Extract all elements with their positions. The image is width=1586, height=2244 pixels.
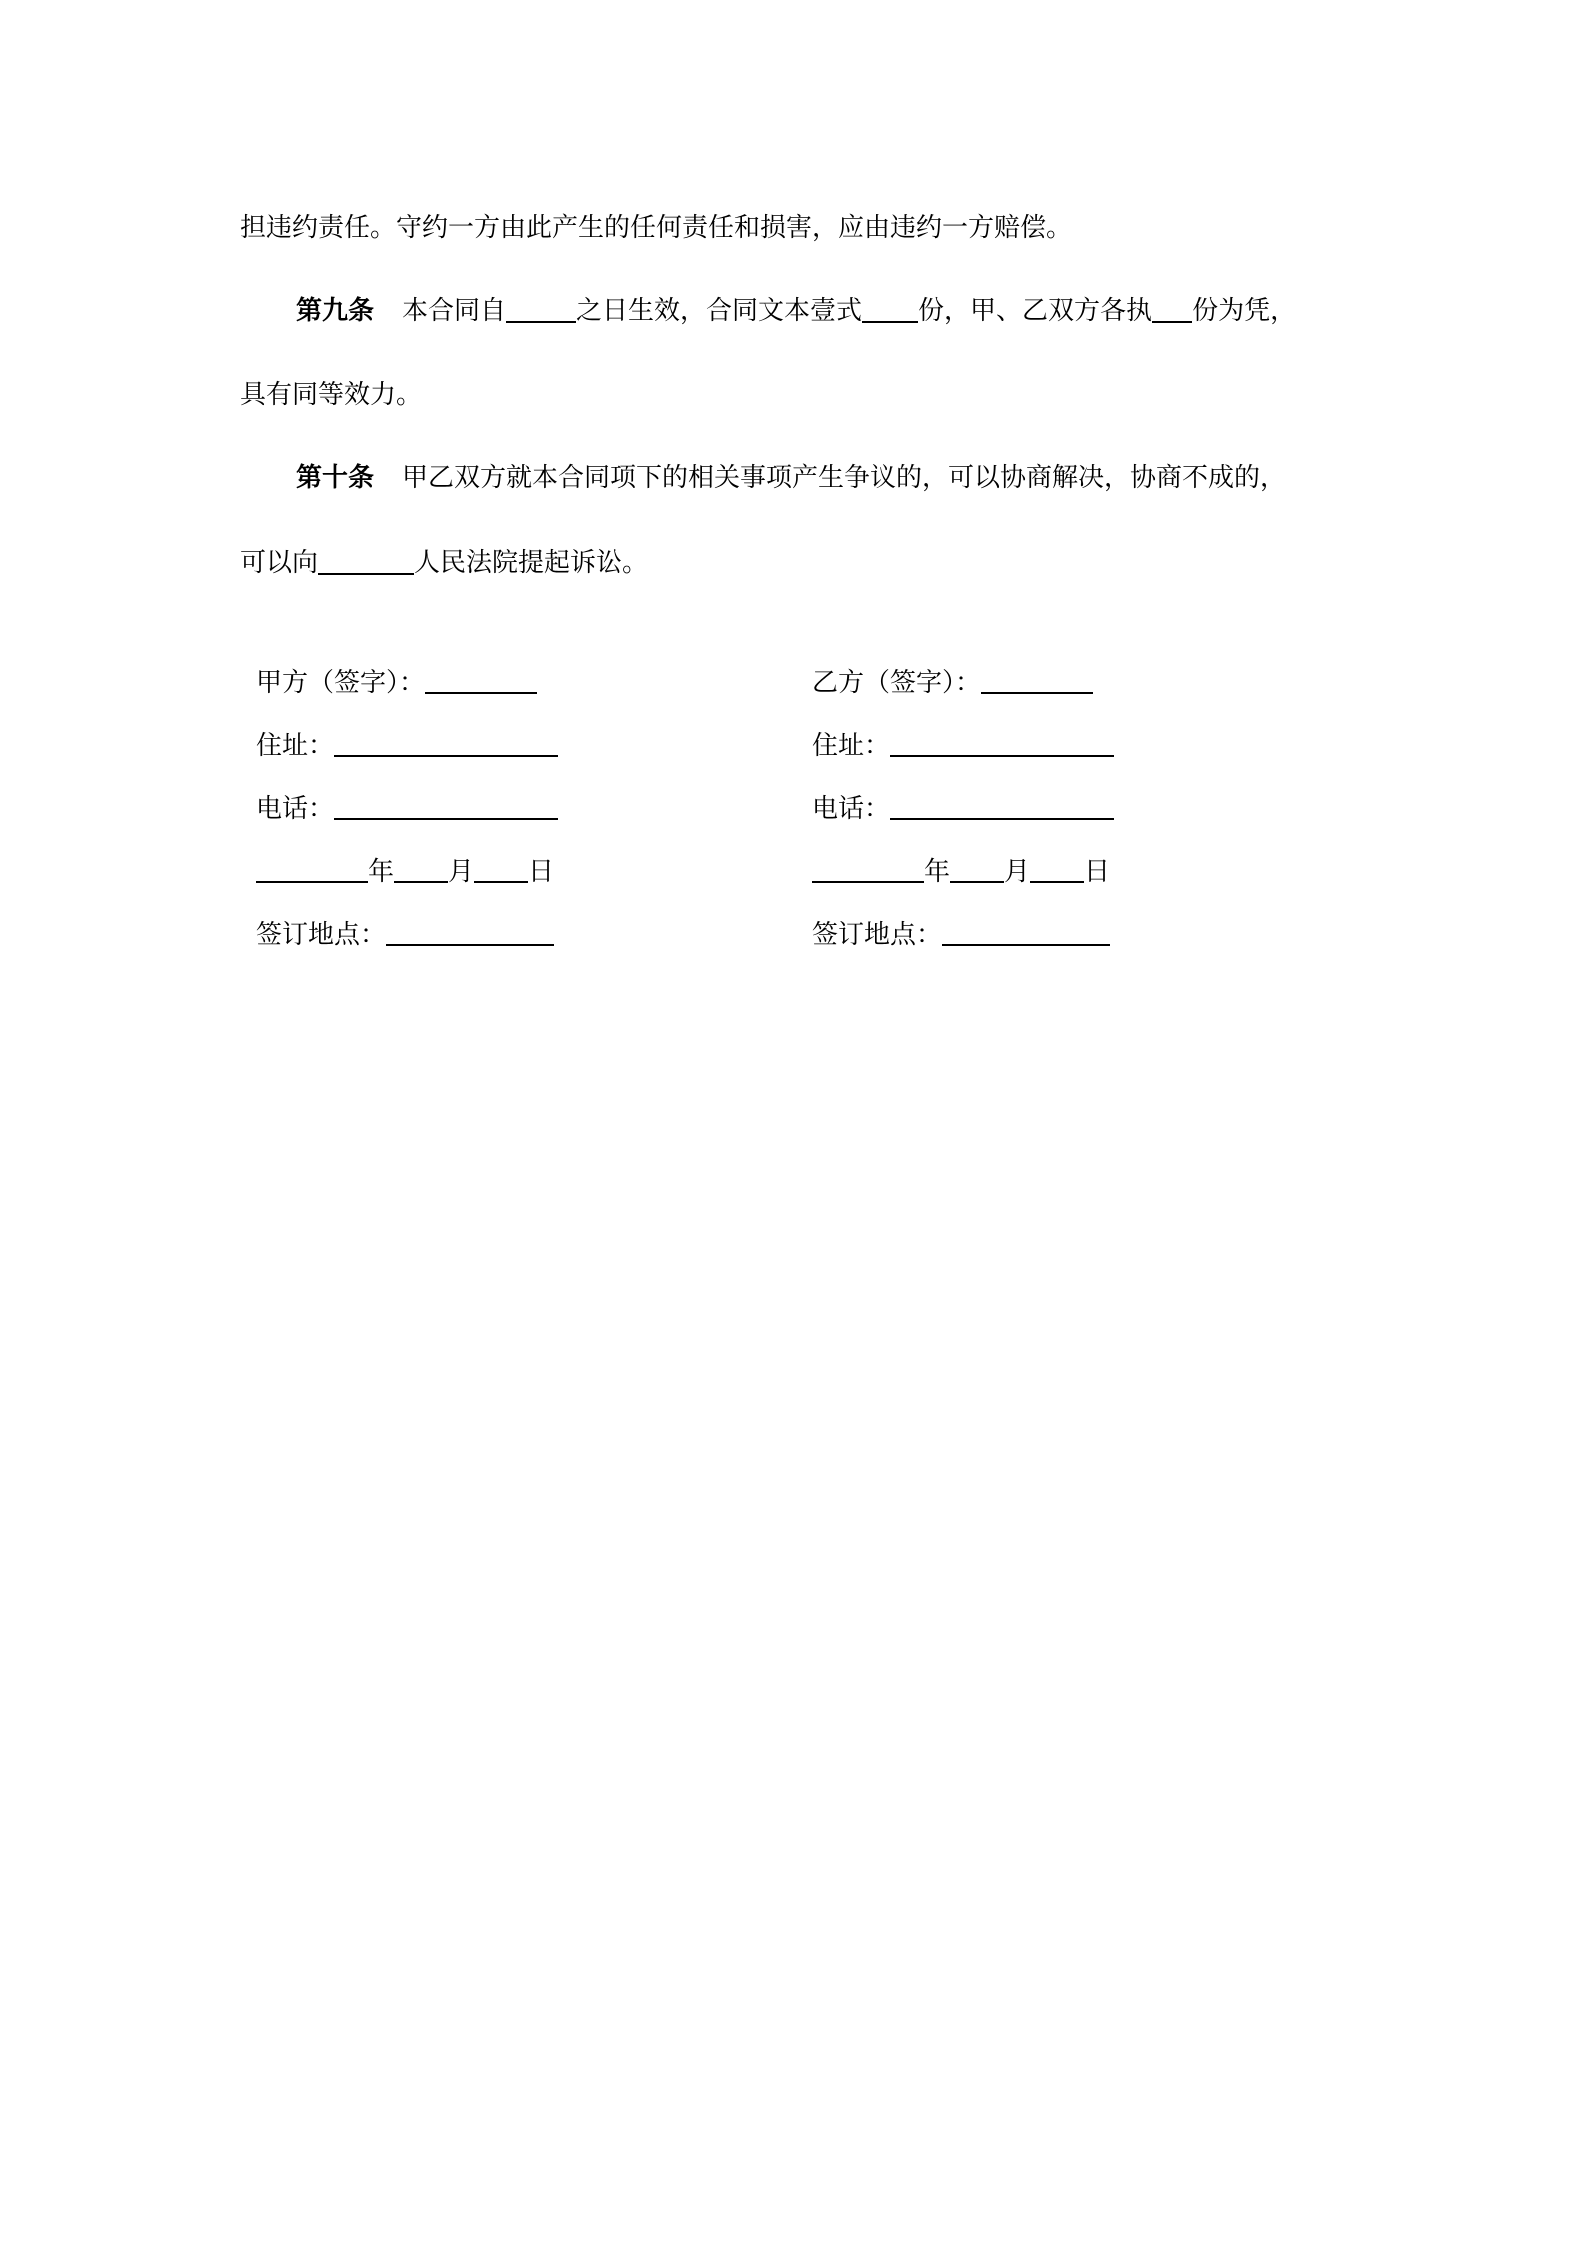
party-b-place-row [812, 918, 1110, 952]
party-a-month-field[interactable] [394, 855, 448, 883]
party-b-phone-row [812, 792, 1114, 826]
party-b-sign-row [812, 666, 1093, 700]
party-b-day-field[interactable] [1030, 855, 1084, 883]
effective-date-blank[interactable] [506, 293, 576, 323]
article-9-continuation [240, 377, 422, 413]
party-a-address-label: 住址： [256, 731, 335, 761]
party-a-day-label: 日 [528, 857, 555, 887]
article-9-text-1: 本合同自 [402, 296, 507, 326]
party-b-label: 乙方（签字）： [812, 668, 982, 698]
party-a-place-label: 签订地点： [256, 920, 387, 950]
party-a-day-field[interactable] [474, 855, 528, 883]
article-9-text-4: 份为凭， [1192, 296, 1297, 326]
party-b-year-field[interactable] [812, 855, 924, 883]
party-a-address-row [256, 729, 558, 763]
party-a-place-field[interactable] [386, 918, 554, 946]
court-name-blank[interactable] [318, 545, 414, 575]
article-9-text-2: 之日生效，合同文本壹式 [576, 296, 863, 326]
article-9-cont-text: 具有同等效力。 [240, 380, 423, 410]
paragraph-continuation [240, 210, 1072, 246]
party-a-year-label: 年 [368, 857, 395, 887]
party-b-place-label: 签订地点： [812, 920, 943, 950]
party-a-date-row [256, 855, 554, 889]
article-10-heading: 第十条 [296, 463, 375, 493]
party-b-place-field[interactable] [942, 918, 1110, 946]
copies-total-blank[interactable] [862, 293, 918, 323]
party-b-day-label: 日 [1084, 857, 1111, 887]
article-10-cont-text-2: 人民法院提起诉讼。 [414, 548, 649, 578]
party-b-month-label: 月 [1004, 857, 1031, 887]
party-a-phone-label: 电话： [256, 794, 335, 824]
party-a-month-label: 月 [448, 857, 475, 887]
party-b-month-field[interactable] [950, 855, 1004, 883]
party-a-place-row [256, 918, 554, 952]
article-10 [296, 460, 1286, 496]
party-b-address-label: 住址： [812, 731, 891, 761]
party-a-signature-field[interactable] [425, 666, 537, 694]
party-b-signature-field[interactable] [981, 666, 1093, 694]
party-b-date-row [812, 855, 1110, 889]
paragraph-text: 担违约责任。守约一方由此产生的任何责任和损害，应由违约一方赔偿。 [240, 213, 1073, 243]
party-a-label: 甲方（签字）： [256, 668, 426, 698]
article-10-cont-text-1: 可以向 [240, 548, 319, 578]
party-a-year-field[interactable] [256, 855, 368, 883]
article-9-heading: 第九条 [296, 296, 375, 326]
article-10-text: 甲乙双方就本合同项下的相关事项产生争议的，可以协商解决，协商不成的， [402, 463, 1287, 493]
party-b-address-field[interactable] [890, 729, 1114, 757]
article-9-text-3: 份，甲、乙双方各执 [918, 296, 1153, 326]
copies-each-blank[interactable] [1152, 293, 1192, 323]
party-a-phone-field[interactable] [334, 792, 558, 820]
party-a-sign-row [256, 666, 537, 700]
article-9 [296, 293, 1296, 329]
party-b-phone-field[interactable] [890, 792, 1114, 820]
party-b-year-label: 年 [924, 857, 951, 887]
party-b-address-row [812, 729, 1114, 763]
party-b-phone-label: 电话： [812, 794, 891, 824]
article-10-continuation [240, 545, 648, 581]
party-a-phone-row [256, 792, 558, 826]
party-a-address-field[interactable] [334, 729, 558, 757]
